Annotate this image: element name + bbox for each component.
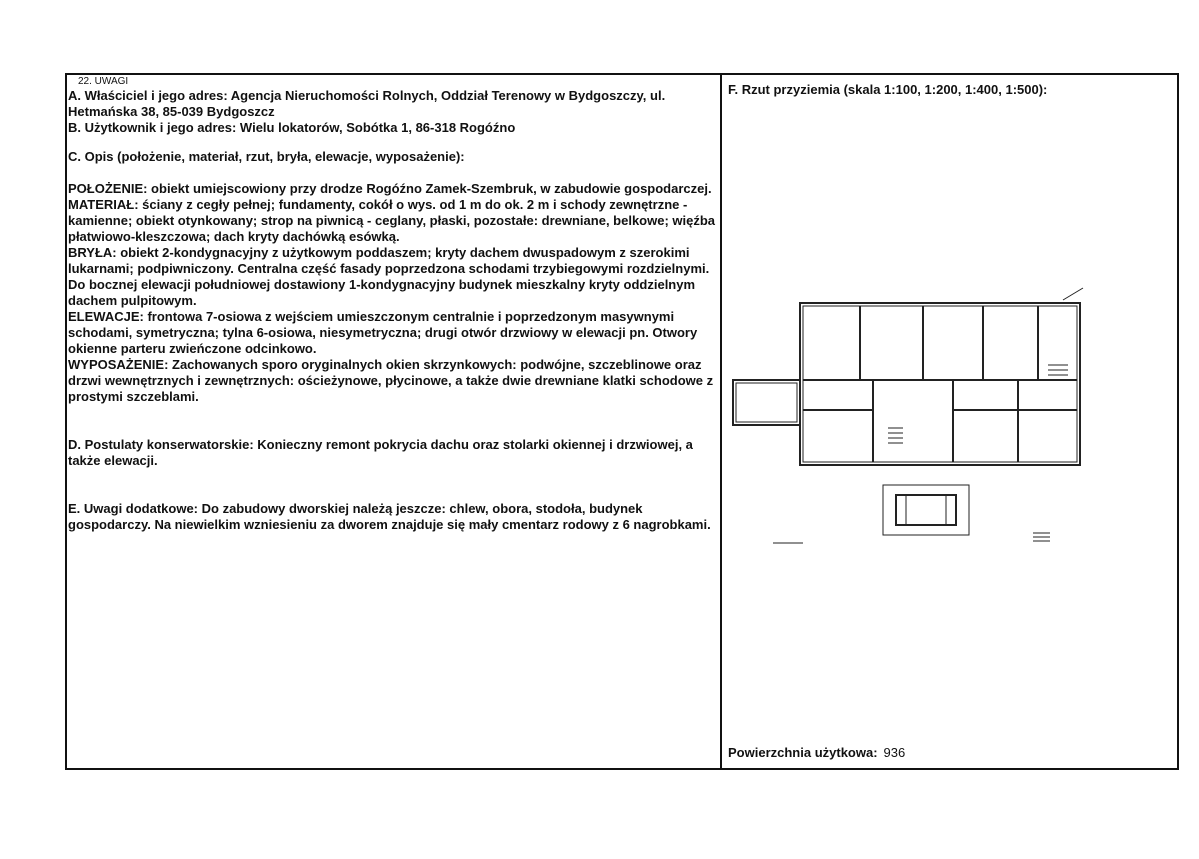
column-divider xyxy=(720,73,722,770)
section-header: 22. UWAGI xyxy=(78,76,129,87)
additional-notes-text: E. Uwagi dodatkowe: Do zabudowy dworskiej należą jeszcze: chlew, obora, stodoła, budynek gospodarczy. Na niewielkim wzniesieniu za dworem znajduje się mały cmentarz rodowy z 6 nagrobkami. xyxy=(68,501,711,532)
floor-plan-drawing xyxy=(728,285,1098,555)
elevations-text: ELEWACJE: frontowa 7-osiowa z wejściem umieszczonym centralnie i poprzedzonym masywnymi schodami, symetryczna; tylna 6-osiowa, niesymetryczna; drugi otwór drzwiowy w elewacji pn. Otwory okienne parteru zwieńczone odcinkowo. xyxy=(68,309,698,356)
usable-area-label: Powierzchnia użytkowa: xyxy=(728,745,878,760)
user-text: B. Użytkownik i jego adres: Wielu lokatorów, Sobótka 1, 86-318 Rogóźno xyxy=(68,120,516,135)
usable-area-value: 936 xyxy=(883,745,906,760)
conservation-text: D. Postulaty konserwatorskie: Konieczny remont pokrycia dachu oraz stolarki okiennej i drzwiowej, a także elewacji. xyxy=(68,437,693,468)
owner-text: A. Właściciel i jego adres: Agencja Nieruchomości Rolnych, Oddział Terenowy w Bydgoszczy, ul. Hetmańska 38, 85-039 Bydgoszcz xyxy=(68,88,666,119)
usable-area xyxy=(728,745,905,760)
furnishing-text: WYPOSAŻENIE: Zachowanych sporo oryginalnych okien skrzynkowych: podwójne, szczeblinowe oraz drzwi wewnętrznych i zewnętrznych: ościeżynowe, płycinowe, a także dwie drewniane klatki schodowe z prostymi szczeblami. xyxy=(68,357,714,404)
location-text: POŁOŻENIE: obiekt umiejscowiony przy drodze Rogóźno Zamek-Szembruk, w zabudowie gospodarczej. xyxy=(68,181,712,196)
notes-column xyxy=(68,76,718,533)
massing-text: BRYŁA: obiekt 2-kondygnacyjny z użytkowym poddaszem; kryty dachem dwuspadowym z szerokimi lukarnami; podpiwniczony. Centralna część fasady poprzedzona schodami trzybiegowymi rozdzielnymi. Do bocznej elewacji południowej dostawiony 1-kondygnacyjny budynek mieszkalny kryty oddzielnym dachem pulpitowym. xyxy=(68,245,710,308)
material-text: MATERIAŁ: ściany z cegły pełnej; fundamenty, cokół o wys. od 1 m do ok. 2 m i schody zewnętrzne - kamienne; obiekt otynkowany; strop na piwnicą - ceglany, płaski, pozostałe: drewniane, belkowe; więźba płatwiowo-kleszczowa; dach kryty dachówką esówką. xyxy=(68,197,716,244)
floor-plan-title: F. Rzut przyziemia (skala 1:100, 1:200, 1:400, 1:500): xyxy=(728,82,1048,97)
description-heading: C. Opis (położenie, materiał, rzut, bryła, elewacje, wyposażenie): xyxy=(68,149,465,164)
